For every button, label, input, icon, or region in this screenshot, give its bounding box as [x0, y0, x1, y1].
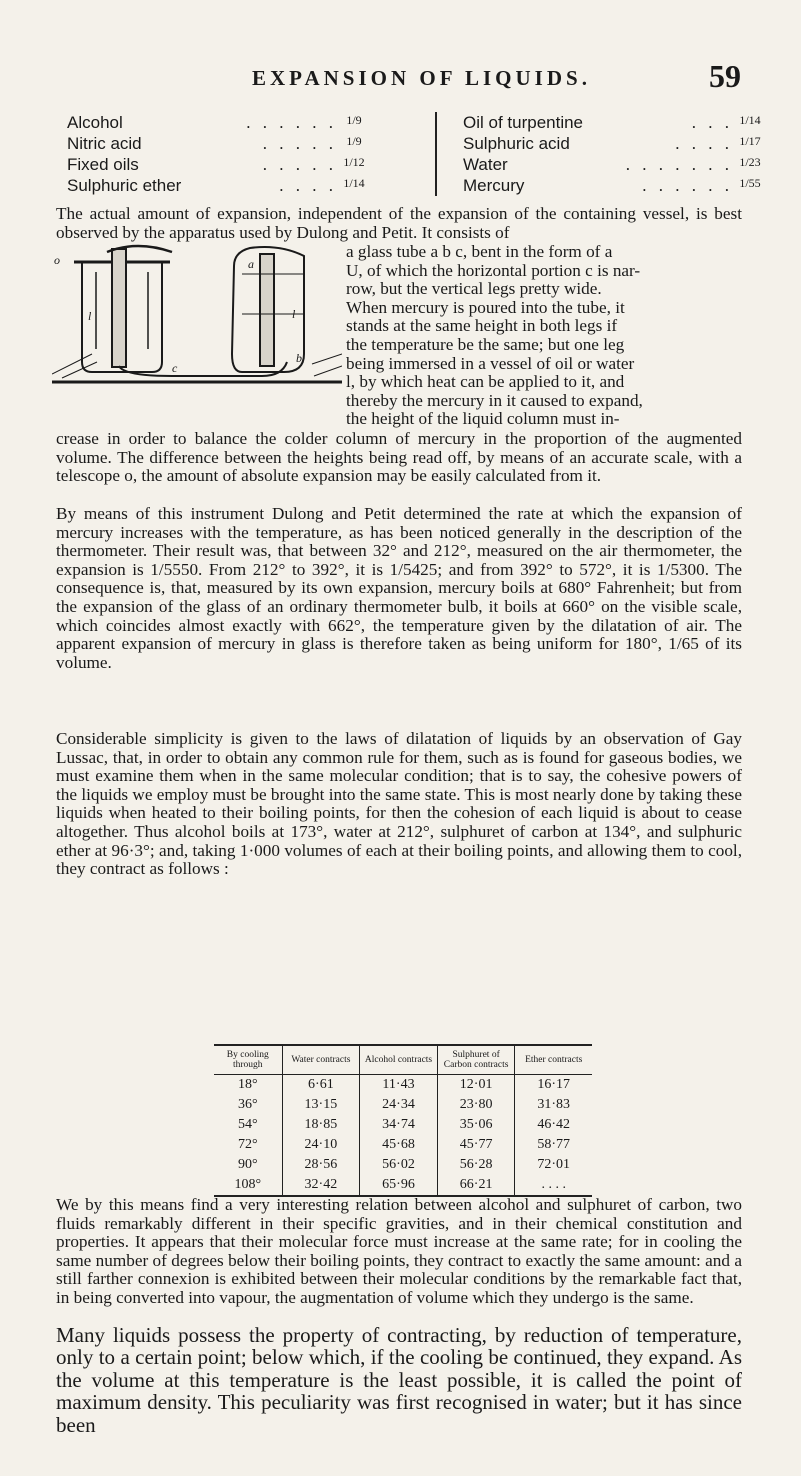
expansion-row: Sulphuric ether . . . . 1/14 — [67, 175, 367, 196]
expansion-fraction: 1/14 — [739, 113, 761, 127]
substance-name: Fixed oils — [67, 155, 139, 174]
expansion-row: Fixed oils . . . . . 1/12 — [67, 154, 367, 175]
expansion-row: Oil of turpentine . . . 1/14 — [463, 112, 763, 133]
table-cell: 72° — [237, 1137, 258, 1152]
col-header: By cooling through — [214, 1045, 282, 1075]
paragraph-maximum-density: Many liquids possess the property of contracting, by reduction of temperature, only to a certain point; below which, if the cooling be continued, they expand. As the volume at this temperature is the least possible, it is called the point of maximum density. This peculiarity was first recognised in water; but it has since been — [56, 1323, 742, 1437]
table-cell: 34·74 — [360, 1115, 438, 1135]
table-cell: 56·02 — [360, 1155, 438, 1175]
wrap-line: stands at the same height in both legs if — [346, 316, 618, 336]
col-header: Ether contracts — [515, 1045, 592, 1075]
table-row — [214, 1155, 592, 1175]
paragraph-intro: The actual amount of expansion, independent of the expansion of the containing vessel, is best observed by the apparatus used by Dulong and Petit. It consists of — [56, 204, 742, 242]
table-cell: 28·56 — [282, 1155, 360, 1175]
table-cell: 66·21 — [437, 1175, 515, 1196]
table-cell: 6·61 — [282, 1075, 360, 1096]
expansion-row: Nitric acid . . . . . 1/9 — [67, 133, 367, 154]
label-a: a — [248, 257, 254, 271]
substance-name: Oil of turpentine — [463, 113, 584, 132]
expansion-fraction-table — [55, 112, 761, 202]
table-cell: 45·77 — [437, 1135, 515, 1155]
table-cell: 12·01 — [437, 1075, 515, 1096]
expansion-fraction: 1/55 — [739, 176, 761, 190]
wrap-line: thereby the mercury in it caused to expand, — [346, 390, 643, 410]
table-cell: 24·34 — [360, 1095, 438, 1115]
table-cell: 32·42 — [282, 1175, 360, 1196]
col-header: Alcohol contracts — [360, 1045, 438, 1075]
table-cell: 45·68 — [360, 1135, 438, 1155]
table-row — [214, 1175, 592, 1196]
label-l-right: l — [292, 307, 296, 321]
wrap-line: When mercury is poured into the tube, it — [346, 297, 625, 317]
table-cell: 16·17 — [515, 1075, 592, 1096]
table-cell: 56·28 — [437, 1155, 515, 1175]
table-row — [214, 1095, 592, 1115]
paragraph-continuation: crease in order to balance the colder column of mercury in the proportion of the augmented volume. The difference between the heights being read off, by means of an accurate scale, with a telescope o, the amount of absolute expansion may be easily calculated from it. — [56, 429, 742, 486]
expansion-fraction: 1/17 — [739, 134, 761, 148]
expansion-fraction: 1/23 — [739, 155, 761, 169]
expansion-fraction: 1/14 — [343, 176, 365, 190]
table-cell: 46·42 — [515, 1115, 592, 1135]
table-row — [214, 1075, 592, 1096]
col-header: Water contracts — [282, 1045, 360, 1075]
wrap-line: row, but the vertical legs pretty wide. — [346, 279, 602, 299]
paragraph-relation: We by this means find a very interesting relation between alcohol and sulphuret of carbon, two fluids remarkably different in their specific gravities, and in their chemical constitution and properties. It appears that their molecular force must increase at the same rate; for in cooling the same number of degrees below their boiling points, they contract to exactly the same amount: and a still farther connexion is exhibited between their molecular conditions by the remarkable fact that, in being converted into vapour, the augmentation of volume which they undergo is the same. — [56, 1195, 742, 1307]
expansion-row: Sulphuric acid . . . . 1/17 — [463, 133, 763, 154]
label-l-left: l — [88, 309, 92, 323]
expansion-fraction: 1/12 — [343, 155, 365, 169]
expansion-left-column — [67, 112, 367, 196]
label-b: b — [296, 351, 302, 365]
table-cell: 72·01 — [515, 1155, 592, 1175]
table-cell: 65·96 — [360, 1175, 438, 1196]
wrap-line: U, of which the horizontal portion c is nar- — [346, 260, 641, 280]
label-o: o — [54, 253, 60, 267]
dulong-petit-apparatus-figure — [52, 244, 342, 384]
table-cell: 24·10 — [282, 1135, 360, 1155]
table-cell: 18° — [237, 1077, 258, 1092]
wrap-line: the temperature be the same; but one leg — [346, 334, 625, 354]
table-row — [214, 1135, 592, 1155]
wrap-line: being immersed in a vessel of oil or water — [346, 353, 635, 373]
expansion-row: Alcohol . . . . . . 1/9 — [67, 112, 367, 133]
table-cell: 13·15 — [282, 1095, 360, 1115]
substance-name: Sulphuric ether — [67, 176, 182, 195]
substance-name: Sulphuric acid — [463, 134, 570, 153]
table-cell: 90° — [237, 1157, 258, 1172]
paragraph-wrap-column — [346, 243, 742, 429]
table-cell: 11·43 — [360, 1075, 438, 1096]
table-cell: 54° — [237, 1117, 258, 1132]
table-cell: 36° — [237, 1097, 258, 1112]
table-cell: . . . . — [515, 1175, 592, 1196]
page-header — [0, 58, 801, 94]
paragraph-gay-lussac: Considerable simplicity is given to the laws of dilatation of liquids by an observation of Gay Lussac, that, in order to obtain any common rule for them, such as is found for gaseous bodies, we must examine them when in the same molecular condition; that is to say, the cohesive powers of the liquids we employ must be brought into the same state. This is most nearly done by taking these liquids when heated to their boiling points, for then the cohesion of each liquid is about to cease altogether. Thus alcohol boils at 173°, water at 212°, sulphuret of carbon at 134°, and sulphuric ether at 96·3°; and, taking 1·000 volumes of each at their boiling points, and allowing them to cool, they contract as follows : — [56, 729, 742, 879]
paragraph-dulong-petit: By means of this instrument Dulong and Petit determined the rate at which the expansion of mercury increases with the temperature, as has been noticed generally in the description of the thermometer. Their result was, that between 32° and 212°, measured on the air thermometer, the expansion is 1/5550. From 212° to 392°, it is 1/5425; and from 392° to 572°, it is 1/5300. The consequence is, that, measured by its own expansion, mercury boils at 680° Fahrenheit; but from the expansion of the glass of an ordinary thermometer bulb, it boils at 660° on the visible scale, which coincides almost exactly with 662°, the temperature given by the dilatation of air. The apparent expansion of mercury in glass is therefore taken as being uniform for 180°, 1/65 of its volume. — [56, 504, 742, 672]
wrap-line: the height of the liquid column must in- — [346, 409, 620, 429]
table-cell: 108° — [214, 1175, 282, 1196]
running-head: EXPANSION OF LIQUIDS. — [252, 66, 591, 90]
substance-name: Mercury — [463, 176, 525, 195]
substance-name: Alcohol — [67, 113, 123, 132]
substance-name: Nitric acid — [67, 134, 142, 153]
expansion-row: Mercury . . . . . . 1/55 — [463, 175, 763, 196]
expansion-right-column — [463, 112, 763, 196]
expansion-row: Water . . . . . . . 1/23 — [463, 154, 763, 175]
substance-name: Water — [463, 155, 508, 174]
wrap-line: a glass tube a b c, bent in the form of a — [346, 242, 613, 261]
col-header: Sulphuret of Carbon contracts — [437, 1045, 515, 1075]
contraction-table — [214, 1044, 592, 1197]
table-cell: 31·83 — [515, 1095, 592, 1115]
wrap-line: l, by which heat can be applied to it, and — [346, 372, 625, 392]
table-cell: 58·77 — [515, 1135, 592, 1155]
expansion-fraction: 1/9 — [346, 113, 362, 127]
page-number: 59 — [709, 58, 741, 94]
table-cell: 35·06 — [437, 1115, 515, 1135]
expansion-fraction: 1/9 — [346, 134, 362, 148]
label-c: c — [172, 361, 178, 375]
column-divider — [435, 112, 437, 196]
table-cell: 18·85 — [282, 1115, 360, 1135]
table-row — [214, 1115, 592, 1135]
table-cell: 23·80 — [437, 1095, 515, 1115]
